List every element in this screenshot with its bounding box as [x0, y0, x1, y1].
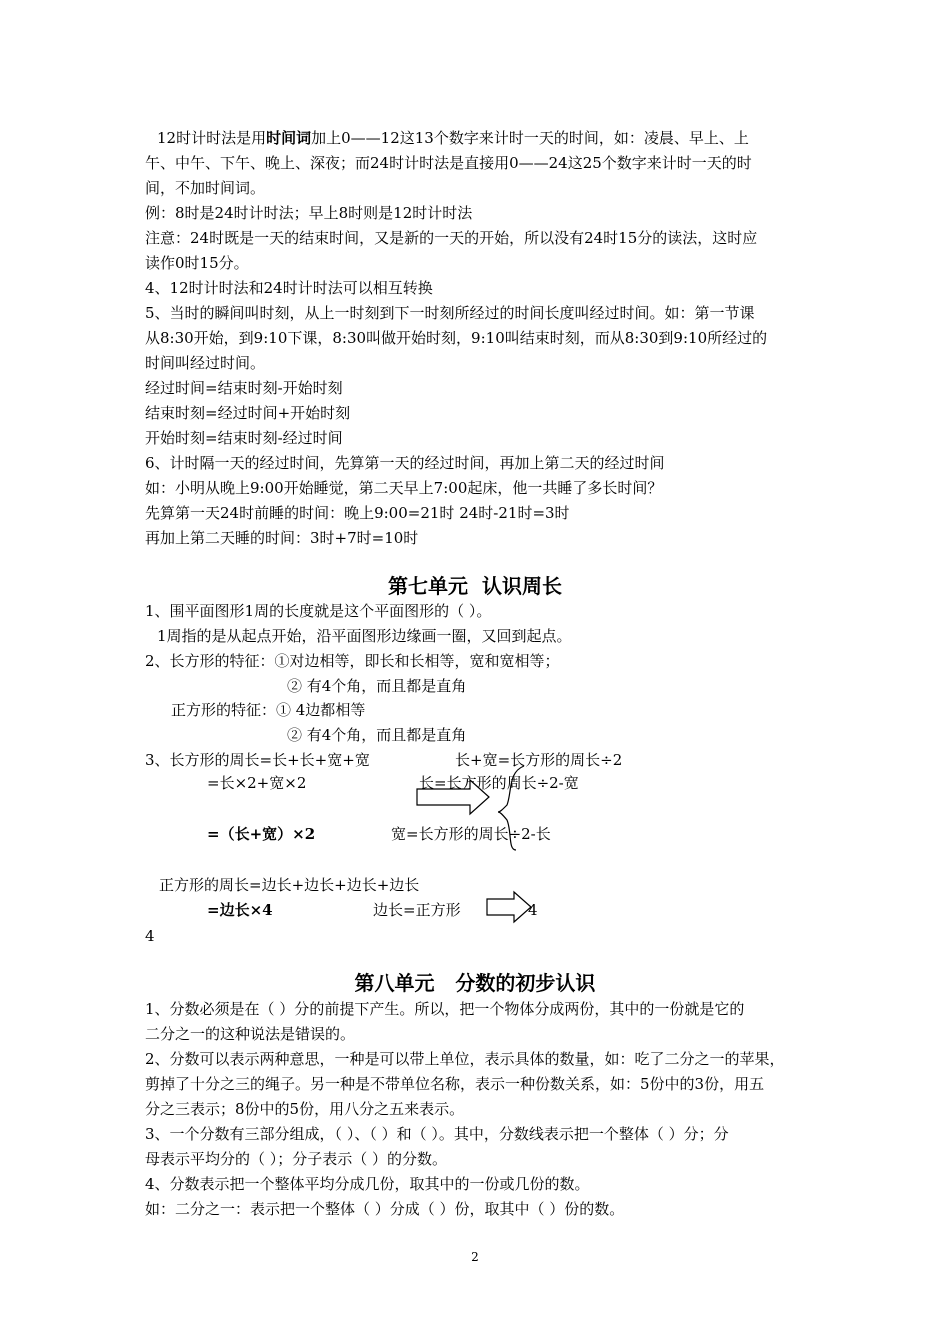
- page-number: 2: [471, 1250, 479, 1264]
- formula-line: 正方形的周长=边长+边长+边长+边长: [159, 876, 420, 894]
- text-line: 1、分数必须是在（ ）分的前提下产生。所以，把一个物体分成两份，其中的一份就是它的: [145, 1000, 745, 1018]
- text-line: 从8:30开始，到9:10下课，8:30叫做开始时刻，9:10叫结束时刻，而从8:30到9:10所经过的: [145, 329, 768, 347]
- formula-line: 边长=正方形: [373, 901, 461, 919]
- text-line: 4: [145, 927, 155, 945]
- formula-line: 经过时间=结束时刻-开始时刻: [145, 379, 343, 397]
- text-line: 2、分数可以表示两种意思，一种是可以带上单位，表示具体的数量，如：吃了二分之一的苹果，: [145, 1050, 785, 1068]
- text-line: 4、12时计时法和24时计时法可以相互转换: [145, 279, 433, 297]
- brace-icon: [498, 766, 524, 850]
- formula-line: 4: [528, 901, 538, 919]
- text-line: 再加上第二天睡的时间：3时+7时=10时: [145, 529, 419, 547]
- formula-line: 结束时刻=经过时间+开始时刻: [145, 404, 351, 422]
- text-line: 6、计时隔一天的经过时间，先算第一天的经过时间，再加上第二天的经过时间: [145, 454, 665, 472]
- formula-line: =（长+宽）×2: [207, 825, 316, 843]
- text-line: ② 有4个角，而且都是直角: [287, 726, 467, 744]
- text-line: 注意：24时既是一天的结束时间，又是新的一天的开始，所以没有24时15分的读法，这时应: [145, 229, 758, 247]
- section-7-heading: 第七单元 认识周长: [388, 574, 562, 598]
- text-line: 3、一个分数有三部分组成，（ ）、（ ）和（ ）。其中，分数线表示把一个整体（ ）分；分: [145, 1125, 729, 1143]
- text-line: 正方形的特征：① 4边都相等: [171, 701, 366, 719]
- text-line: 午、中午、下午、晚上、深夜；而24时计时法是直接用0——24这25个数字来计时一天的时: [145, 154, 752, 172]
- text-line: 时间叫经过时间。: [145, 354, 266, 372]
- text-line: 如：小明从晚上9:00开始睡觉，第二天早上7:00起床，他一共睡了多长时间？: [145, 479, 663, 497]
- formula-line: =边长×4: [207, 901, 273, 919]
- right-arrow-icon: [417, 780, 489, 814]
- formula-line: 长+宽=长方形的周长÷2: [455, 751, 623, 769]
- text-line: 分之三表示；8份中的5份，用八分之五来表示。: [145, 1100, 465, 1118]
- text-line: 5、当时的瞬间叫时刻，从上一时刻到下一时刻所经过的时间长度叫经过时间。如：第一节课: [145, 304, 755, 322]
- section-8-heading: 第八单元 分数的初步认识: [354, 971, 596, 995]
- formula-line: 长=长方形的周长÷2-宽: [419, 774, 579, 792]
- text-line: 1、围平面图形1周的长度就是这个平面图形的（ ）。: [145, 602, 492, 620]
- text-line: 先算第一天24时前睡的时间：晚上9:00=21时 24时-21时=3时: [145, 504, 570, 522]
- formula-line: 开始时刻=结束时刻-经过时间: [145, 429, 343, 447]
- text-run: 加上0——12这13个数字来计时一天的时间，如：凌晨、早上、上: [311, 129, 749, 147]
- formula-line: =长×2+宽×2: [207, 774, 307, 792]
- text-line: 母表示平均分的（ ）；分子表示（ ）的分数。: [145, 1150, 448, 1168]
- formula-line: 3、长方形的周长=长+长+宽+宽: [145, 751, 370, 769]
- bold-term: 时间词: [266, 129, 312, 147]
- text-line: 如：二分之一：表示把一个整体（ ）分成（ ）份，取其中（ ）份的数。: [145, 1200, 625, 1218]
- text-line: 2、长方形的特征：①对边相等，即长和长相等，宽和宽相等；: [145, 652, 560, 670]
- text-line: 读作0时15分。: [145, 254, 249, 272]
- text-run: 12时计时法是用: [157, 129, 267, 147]
- text-line: 二分之一的这种说法是错误的。: [145, 1025, 356, 1043]
- text-line: ② 有4个角，而且都是直角: [287, 677, 467, 695]
- text-line: 间，不加时间词。: [145, 179, 266, 197]
- text-line: 4、分数表示把一个整体平均分成几份，取其中的一份或几份的数。: [145, 1175, 590, 1193]
- text-line: 1周指的是从起点开始，沿平面图形边缘画一圈，又回到起点。: [157, 627, 572, 645]
- text-line: 例：8时是24时计时法；早上8时则是12时计时法: [145, 204, 473, 222]
- text-line: 剪掉了十分之三的绳子。另一种是不带单位名称，表示一种份数关系，如：5份中的3份，用五: [145, 1075, 765, 1093]
- formula-line: 宽=长方形的周长÷2-长: [391, 825, 551, 843]
- right-arrow-icon: [487, 892, 531, 922]
